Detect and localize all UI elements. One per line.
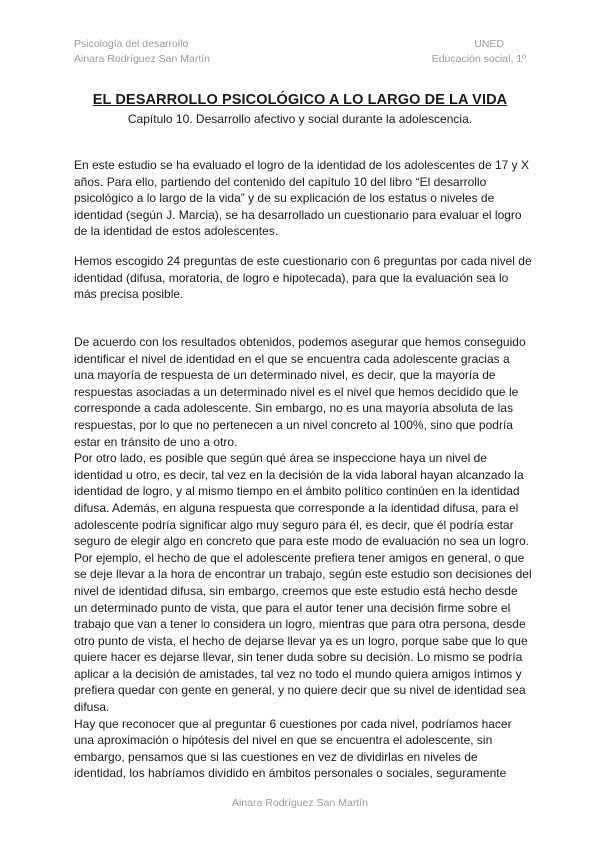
body-paragraph-results — [74, 334, 532, 782]
header-right — [432, 37, 526, 67]
paragraph-text: Por otro lado, es posible que según qué área se inspeccione haya un nivel de identidad u otro, es decir, tal vez en la decisión de la vida laboral hayan alcanzado la identidad de logro, y al mismo tiempo en el ámbito político continúen en la identidad difusa. Además, en alguna respuesta que corresponde a la identidad difusa, para el adolescente podría significar algo muy seguro para él, es decir, que él podría estar seguro de elegir algo en concreto que para este modo de evaluación no sea un logro. Por ejemplo, el hecho de que el adolescente prefiera tener amigos en general, o que se deje llevar a la hora de encontrar un trabajo, según este estudio son decisiones del nivel de identidad difusa, sin embargo, creemos que este estudio está hecho desde un determinado punto de vista, que para el autor tener una decisión firme sobre el trabajo que van a tener lo considera un logro, mientras que para otra persona, desde otro punto de vista, el hecho de dejarse llevar ya es un logro, porque sabe que lo que quiere hacer es dejarse llevar, sin tener duda sobre su decisión. Lo mismo se podría aplicar a la decisión de amistades, tal vez no todo el mundo quiera amigos íntimos y prefiera quedar con gente en general, y no quiere decir que su nivel de identidad sea difusa. — [74, 451, 532, 715]
paragraph-text: En este estudio se ha evaluado el logro de la identidad de los adolescentes de 17 y X años. Para ello, partiendo del contenido del capítulo 10 del libro “El desarrollo psicológico a lo largo de la vida” y de su explicación de los estatus o niveles de identidad (según J. Marcia), se ha desarrollado un cuestionario para evaluar el logro de la identidad de estos adolescentes. — [74, 158, 529, 239]
author-name: Ainara Rodríguez San Martín — [74, 53, 210, 65]
document-title: EL DESARROLLO PSICOLÓGICO A LO LARGO DE LA VIDA — [92, 92, 508, 108]
paragraph-text: Hemos escogido 24 preguntas de este cuestionario con 6 preguntas por cada nivel de identidad (difusa, moratoria, de logro e hipotecada), para que la evaluación sea lo más precisa posible. — [74, 254, 532, 302]
paragraph-text: De acuerdo con los resultados obtenidos, podemos asegurar que hemos conseguido identificar el nivel de identidad en el que se encuentra cada adolescente gracias a una mayoría de respuesta de un determinado nivel, es decir, que la mayoría de respuestas asociadas a un determinado nivel es el nivel que hemos decidido que le corresponde a cada adolescente. Sin embargo, no es una mayoría absoluta de las respuestas, por lo que no pertenecen a un nivel concreto al 100%, sino que podría estar en tránsito de uno a otro. — [74, 335, 526, 449]
paragraph-text: Hay que reconocer que al preguntar 6 cuestiones por cada nivel, podríamos hacer una aproximación o hipótesis del nivel en que se encuentra el adolescente, sin embargo, pensamos que si las cuestiones en vez de dividirlas en niveles de identidad, los habríamos dividido en ámbitos personales o sociales, seguramente — [74, 716, 512, 781]
document-subtitle: Capítulo 10. Desarrollo afectivo y social durante la adolescencia. — [127, 112, 473, 126]
page-footer: Ainara Rodríguez San Martín — [232, 797, 368, 809]
body-paragraph-method — [74, 253, 532, 303]
degree-name: Educación social, 1º — [431, 53, 526, 65]
header-left — [74, 37, 210, 67]
course-name: Psicología del desarrollo — [74, 38, 189, 50]
body-paragraph-intro — [74, 157, 532, 240]
university-name: UNED — [474, 38, 504, 50]
